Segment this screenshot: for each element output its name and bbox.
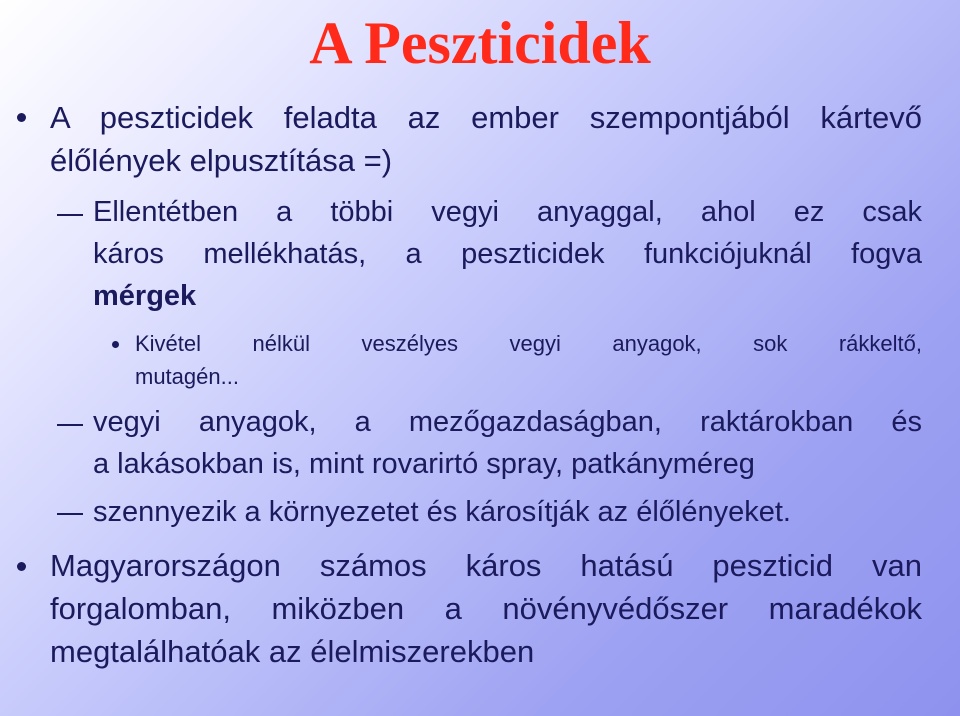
sub-bullet-line-1: Kivétel nélkül veszélyes vegyi anyagok, sok rákkeltő, — [135, 331, 922, 356]
bullet-icon — [17, 113, 26, 122]
bullet-2-line-2: forgalomban, miközben a növényvédőszer maradékok — [50, 591, 922, 626]
bullet-1-line-2: élőlények elpusztítása =) — [50, 143, 393, 178]
bullet-icon — [17, 562, 26, 571]
sub-bullet-line-2: mutagén... — [135, 364, 239, 389]
bullet-2-line-3: megtalálhatóak az élelmiszerekben — [50, 634, 535, 669]
sub-bullet-icon — [112, 341, 119, 348]
dash-1-line-3: mérgek — [93, 280, 197, 312]
bullet-2-line-1: Magyarországon számos káros hatású peszticid van — [50, 548, 922, 583]
dash-1-line-2: káros mellékhatás, a peszticidek funkciójuknál fogva — [93, 238, 922, 270]
bullet-1-line-1: A peszticidek feladta az ember szempontjából kártevő — [50, 100, 922, 135]
dash-1-line-1: Ellentétben a többi vegyi anyaggal, ahol ez csak — [93, 196, 922, 228]
slide-title: A Peszticidek — [309, 10, 651, 76]
dash-icon — [57, 424, 83, 426]
dash-2-line-2: a lakásokban is, mint rovarirtó spray, patkányméreg — [93, 448, 755, 480]
dash-icon — [57, 214, 83, 216]
dash-3-line-1: szennyezik a környezetet és károsítják az élőlényeket. — [93, 496, 791, 528]
dash-2-line-1: vegyi anyagok, a mezőgazdaságban, raktárokban és — [93, 406, 922, 438]
dash-icon — [57, 513, 83, 515]
